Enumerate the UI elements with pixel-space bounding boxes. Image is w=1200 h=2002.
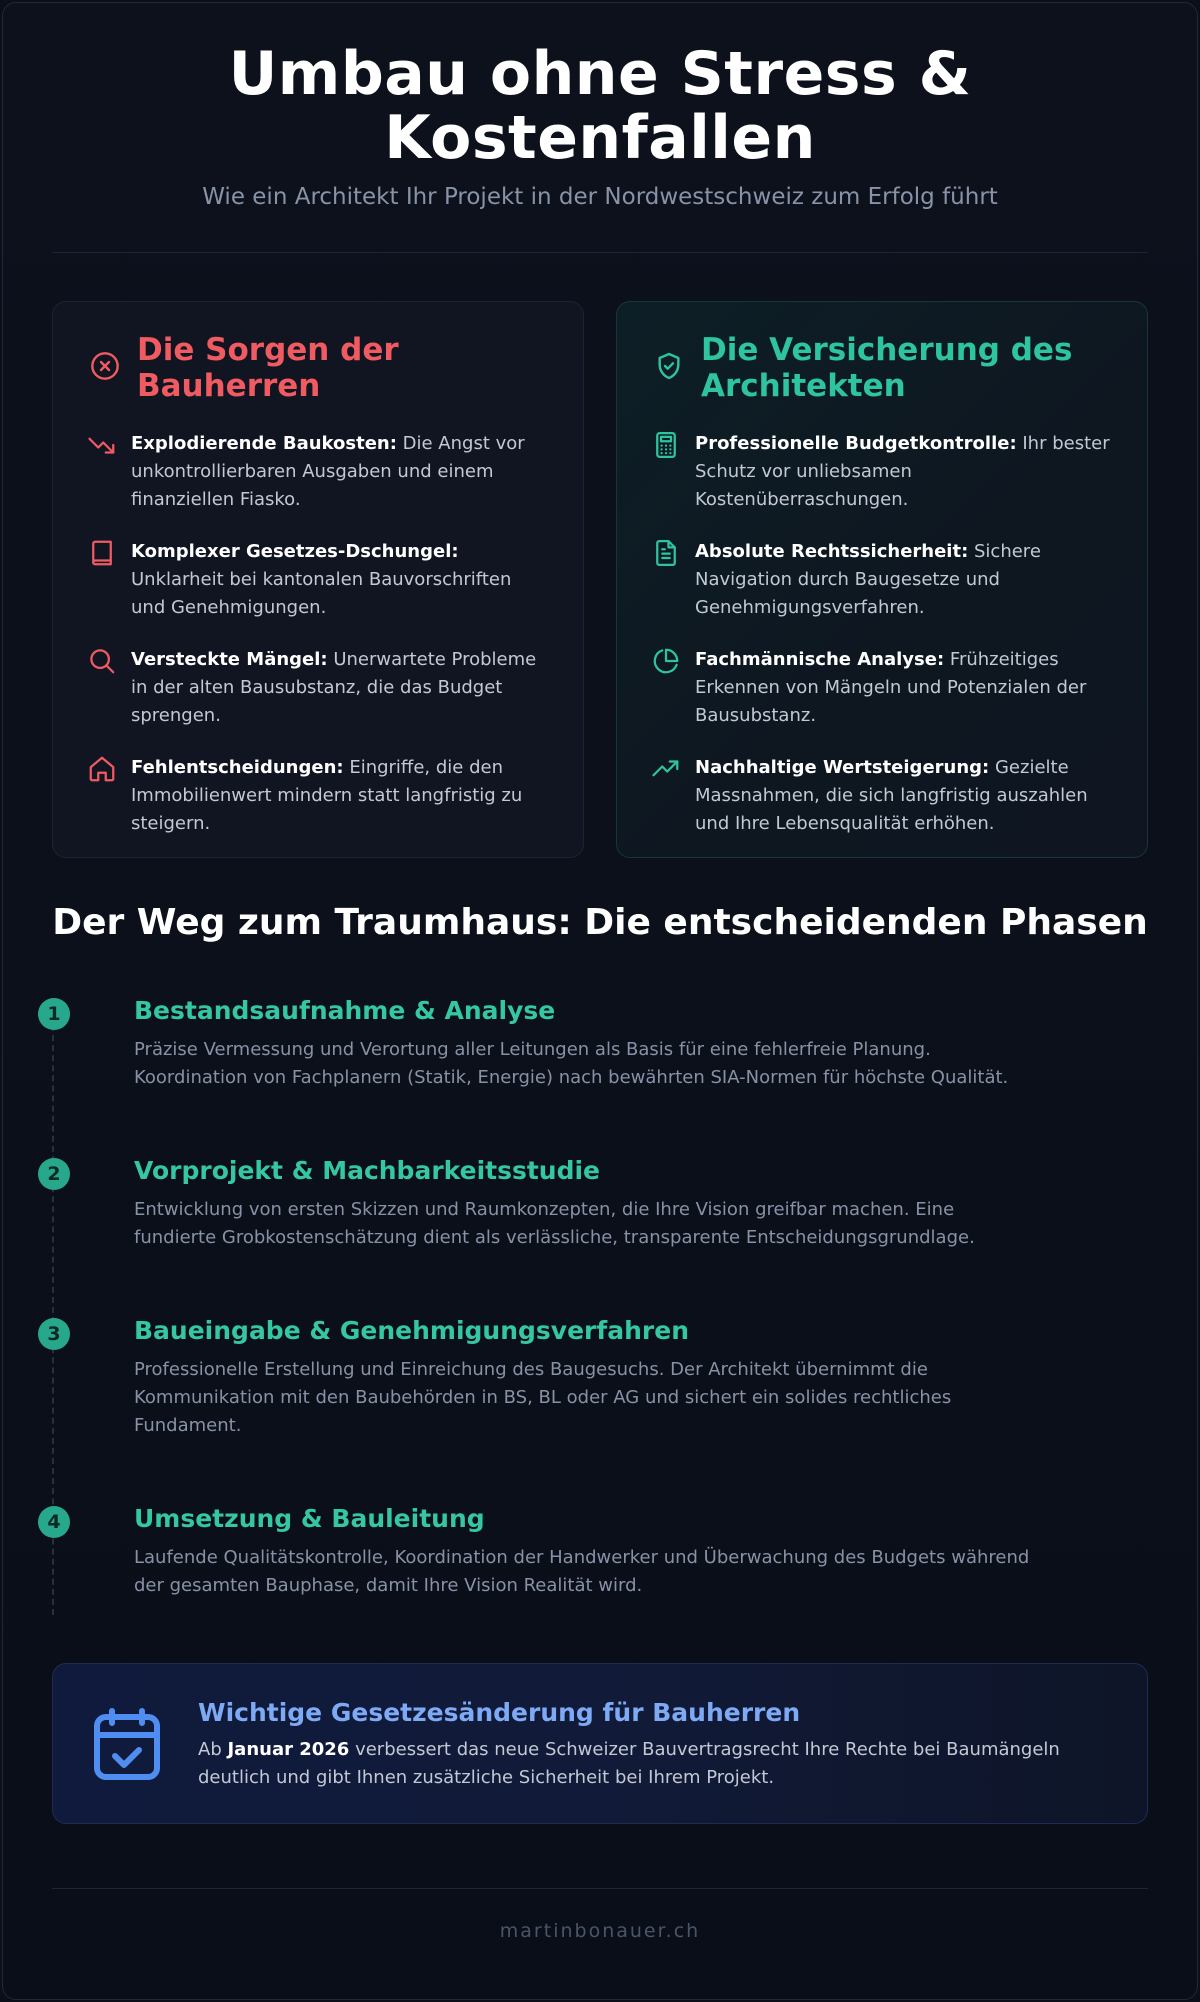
worry-item-text bbox=[131, 430, 551, 514]
notice-text-pre: Ab bbox=[198, 1739, 228, 1760]
phase-title: Baueingabe & Genehmigungsverfahren bbox=[134, 1316, 689, 1345]
worry-item-text bbox=[131, 646, 551, 730]
notice-title: Wichtige Gesetzesänderung für Bauherren bbox=[198, 1698, 801, 1727]
worries-card-header bbox=[85, 332, 551, 404]
assurance-item bbox=[649, 646, 1115, 730]
page-title bbox=[0, 39, 1200, 173]
assurance-item-text bbox=[695, 430, 1115, 514]
worry-item-text bbox=[131, 754, 551, 838]
phase-number-badge: 1 bbox=[38, 998, 70, 1030]
phase-body bbox=[134, 1504, 1034, 1600]
phases-title: Der Weg zum Traumhaus: Die entscheidenden Phasen bbox=[52, 902, 1148, 943]
notice-text bbox=[198, 1736, 1098, 1792]
phase-title: Vorprojekt & Machbarkeitsstudie bbox=[134, 1156, 601, 1185]
assurance-item bbox=[649, 754, 1115, 838]
law-change-notice bbox=[52, 1663, 1148, 1824]
phase-number-badge: 2 bbox=[38, 1158, 70, 1190]
file-text-icon bbox=[651, 538, 681, 568]
worry-item-desc: Die Angst vor unkontrollierbaren Ausgaben und einem finanziellen Fiasko. bbox=[131, 433, 525, 510]
phase-desc: Präzise Vermessung und Verortung aller Leitungen als Basis für eine fehlerfreie Planung. Koordination von Fachplanern (Statik, Energie) nach bewährten SIA-Normen für höchste Qualität. bbox=[134, 1039, 1009, 1088]
worry-item-desc: Unerwartete Probleme in der alten Bausubstanz, die das Budget sprengen. bbox=[131, 649, 537, 726]
trending-up-icon bbox=[651, 754, 681, 784]
title-line-2: Kostenfallen bbox=[384, 103, 816, 173]
phase-body bbox=[134, 1156, 1034, 1252]
page-subtitle: Wie ein Architekt Ihr Projekt in der Nordwestschweiz zum Erfolg führt bbox=[202, 184, 998, 210]
worries-card bbox=[52, 301, 584, 858]
assurance-item-text bbox=[695, 646, 1115, 730]
page-header bbox=[0, 39, 1200, 210]
phase-desc: Professionelle Erstellung und Einreichung des Baugesuchs. Der Architekt übernimmt die Kommunikation mit den Baubehörden in BS, BL oder AG und sichert ein solides rechtliches Fundament. bbox=[134, 1359, 952, 1436]
phase-number-badge: 3 bbox=[38, 1318, 70, 1350]
assurance-item-bold: Fachmännische Analyse: bbox=[695, 649, 945, 670]
book-icon bbox=[87, 538, 117, 568]
assurance-item-bold: Professionelle Budgetkontrolle: bbox=[695, 433, 1017, 454]
worry-item-desc: Eingriffe, die den Immobilienwert mindern statt langfristig zu steigern. bbox=[131, 757, 523, 834]
assurance-item bbox=[649, 538, 1115, 622]
assurance-title-line-2: Architekten bbox=[701, 368, 906, 404]
assurance-item bbox=[649, 430, 1115, 514]
worry-item bbox=[85, 538, 551, 622]
assurance-title bbox=[701, 332, 1072, 404]
phase-desc: Laufende Qualitätskontrolle, Koordination der Handwerker und Überwachung des Budgets während der gesamten Bauphase, damit Ihre Vision Realität wird. bbox=[134, 1547, 1030, 1596]
worries-title-line-2: Bauherren bbox=[137, 368, 321, 404]
phase-body bbox=[134, 996, 1034, 1092]
x-circle-icon bbox=[89, 350, 121, 382]
worry-item bbox=[85, 646, 551, 730]
footer-website: martinbonauer.ch bbox=[499, 1920, 701, 1942]
phase-body bbox=[134, 1316, 1034, 1440]
assurance-item-desc: Frühzeitiges Erkennen von Mängeln und Potenzialen der Bausubstanz. bbox=[695, 649, 1087, 726]
worry-item-bold: Explodierende Baukosten: bbox=[131, 433, 397, 454]
phase-title: Bestandsaufnahme & Analyse bbox=[134, 996, 556, 1025]
assurance-card bbox=[616, 301, 1148, 858]
assurance-title-line-1: Die Versicherung des bbox=[701, 332, 1073, 368]
title-line-1: Umbau ohne Stress & bbox=[228, 39, 972, 109]
worries-title bbox=[137, 332, 399, 404]
assurance-card-header bbox=[649, 332, 1115, 404]
calendar-check-icon bbox=[91, 1704, 163, 1784]
shield-check-icon bbox=[653, 350, 685, 382]
worry-item-bold: Komplexer Gesetzes-Dschungel: bbox=[131, 541, 459, 562]
search-icon bbox=[87, 646, 117, 676]
phase-desc: Entwicklung von ersten Skizzen und Raumkonzepten, die Ihre Vision greifbar machen. Eine fundierte Grobkostenschätzung dient als verlässliche, transparente Entscheidungsgrundlage. bbox=[134, 1199, 975, 1248]
worries-title-line-1: Die Sorgen der bbox=[137, 332, 399, 368]
worry-item-text bbox=[131, 538, 551, 622]
phase-title: Umsetzung & Bauleitung bbox=[134, 1504, 485, 1533]
footer-divider bbox=[52, 1888, 1148, 1889]
assurance-item-desc: Gezielte Massnahmen, die sich langfristig auszahlen und Ihre Lebensqualität erhöhen. bbox=[695, 757, 1088, 834]
assurance-item-bold: Nachhaltige Wertsteigerung: bbox=[695, 757, 990, 778]
home-icon bbox=[87, 754, 117, 784]
assurance-item-text bbox=[695, 754, 1115, 838]
pie-chart-icon bbox=[651, 646, 681, 676]
assurance-item-text bbox=[695, 538, 1115, 622]
worry-item-bold: Versteckte Mängel: bbox=[131, 649, 328, 670]
trending-down-icon bbox=[87, 430, 117, 460]
worry-item bbox=[85, 430, 551, 514]
worry-item-bold: Fehlentscheidungen: bbox=[131, 757, 344, 778]
notice-text-post: verbessert das neue Schweizer Bauvertragsrecht Ihre Rechte bei Baumängeln deutlich und gibt Ihnen zusätzliche Sicherheit bei Ihrem Projekt. bbox=[198, 1739, 1060, 1788]
header-divider bbox=[52, 252, 1148, 253]
calculator-icon bbox=[651, 430, 681, 460]
worry-item-desc: Unklarheit bei kantonalen Bauvorschriften und Genehmigungen. bbox=[131, 569, 512, 618]
notice-text-bold: Januar 2026 bbox=[227, 1739, 350, 1760]
phase-number-badge: 4 bbox=[38, 1506, 70, 1538]
assurance-item-bold: Absolute Rechtssicherheit: bbox=[695, 541, 969, 562]
assurance-item-desc: Sichere Navigation durch Baugesetze und Genehmigungsverfahren. bbox=[695, 541, 1041, 618]
assurance-item-desc: Ihr bester Schutz vor unliebsamen Kostenüberraschungen. bbox=[695, 433, 1110, 510]
worry-item bbox=[85, 754, 551, 838]
